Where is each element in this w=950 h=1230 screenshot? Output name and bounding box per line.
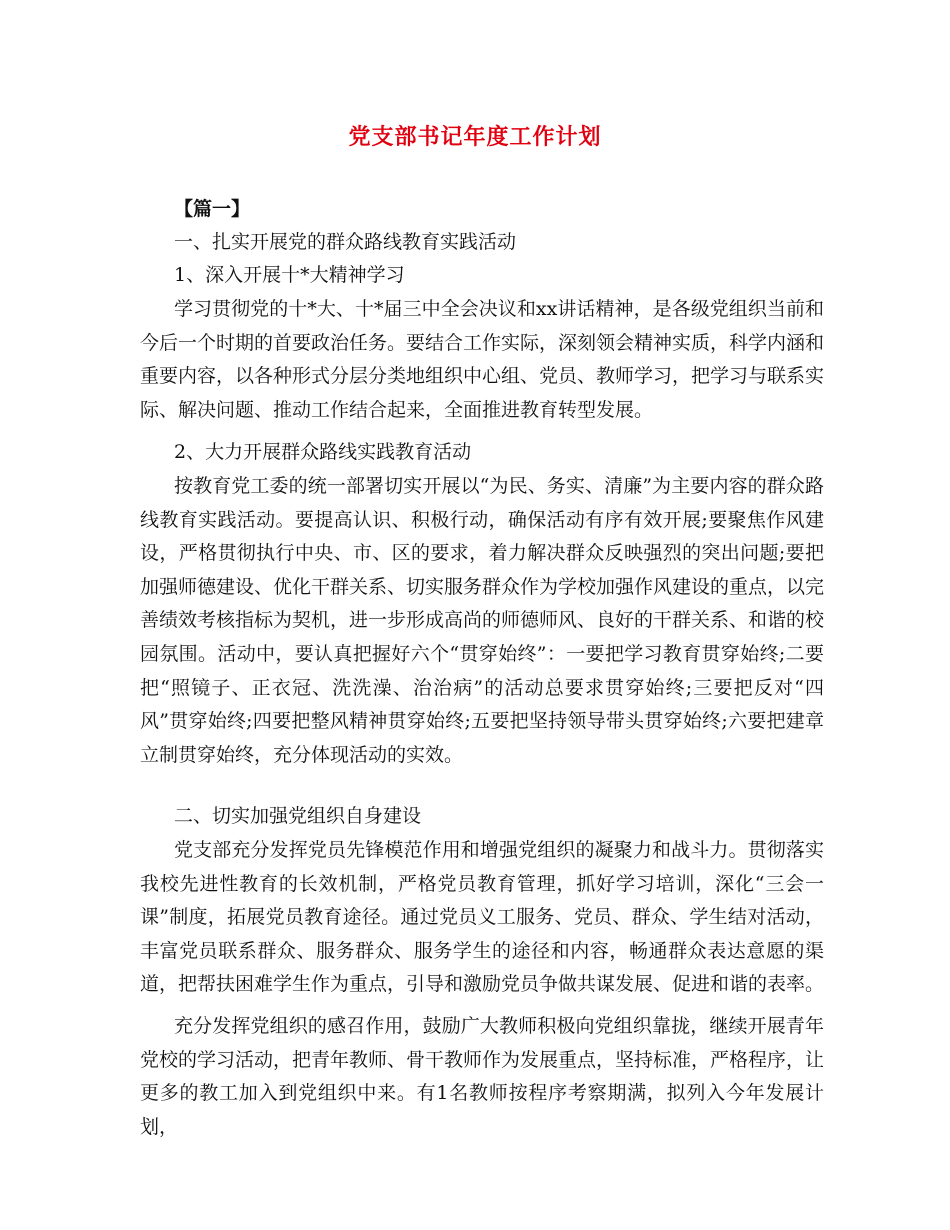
heading-1-2: 2、大力开展群众路线实践教育活动 <box>174 441 472 463</box>
document-title: 党支部书记年度工作计划 <box>348 124 602 150</box>
heading-2: 二、切实加强党组织自身建设 <box>174 805 422 827</box>
paragraph-1: 学习贯彻党的十*大、十*届三中全会决议和xx讲话精神，是各级党组织当前和今后一个时期的首要政治任务。要结合工作实际，深刻领会精神实质，科学内涵和重要内容，以各种形式分层分类地组织中心组、党员、教师学习，把学习与联系实际、解决问题、推动工作结合起来，全面推进教育转型发展。 <box>140 298 825 421</box>
section-tag: 【篇一】 <box>174 198 251 220</box>
heading-1-1: 1、深入开展十*大精神学习 <box>174 264 405 286</box>
paragraph-4: 充分发挥党组织的感召作用，鼓励广大教师积极向党组织靠拢，继续开展青年党校的学习活动，把青年教师、骨干教师作为发展重点，坚持标准，严格程序，让更多的教工加入到党组织中来。有1名教师按程序考察期满，拟列入今年发展计划， <box>140 1015 825 1138</box>
heading-1: 一、扎实开展党的群众路线教育实践活动 <box>174 231 517 253</box>
paragraph-3: 党支部充分发挥党员先锋模范作用和增强党组织的凝聚力和战斗力。贯彻落实我校先进性教育的长效机制，严格党员教育管理，抓好学习培训，深化“三会一课”制度，拓展党员教育途径。通过党员义工服务、党员、群众、学生结对活动，丰富党员联系群众、服务群众、服务学生的途径和内容，畅通群众表达意愿的渠道，把帮扶困难学生作为重点，引导和激励党员争做共谋发展、促进和谐的表率。 <box>140 839 825 996</box>
paragraph-2: 按教育党工委的统一部署切实开展以“为民、务实、清廉”为主要内容的群众路线教育实践活动。要提高认识、积极行动，确保活动有序有效开展;要聚焦作风建设，严格贯彻执行中央、市、区的要求，着力解决群众反映强烈的突出问题;要把加强师德建设、优化干群关系、切实服务群众作为学校加强作风建设的重点，以完善绩效考核指标为契机，进一步形成高尚的师德师风、良好的干群关系、和谐的校园氛围。活动中，要认真把握好六个“贯穿始终”：一要把学习教育贯穿始终;二要把“照镜子、正衣冠、洗洗澡、治治病”的活动总要求贯穿始终;三要把反对“四风”贯穿始终;四要把整风精神贯穿始终;五要把坚持领导带头贯穿始终;六要把建章立制贯穿始终，充分体现活动的实效。 <box>140 475 825 766</box>
